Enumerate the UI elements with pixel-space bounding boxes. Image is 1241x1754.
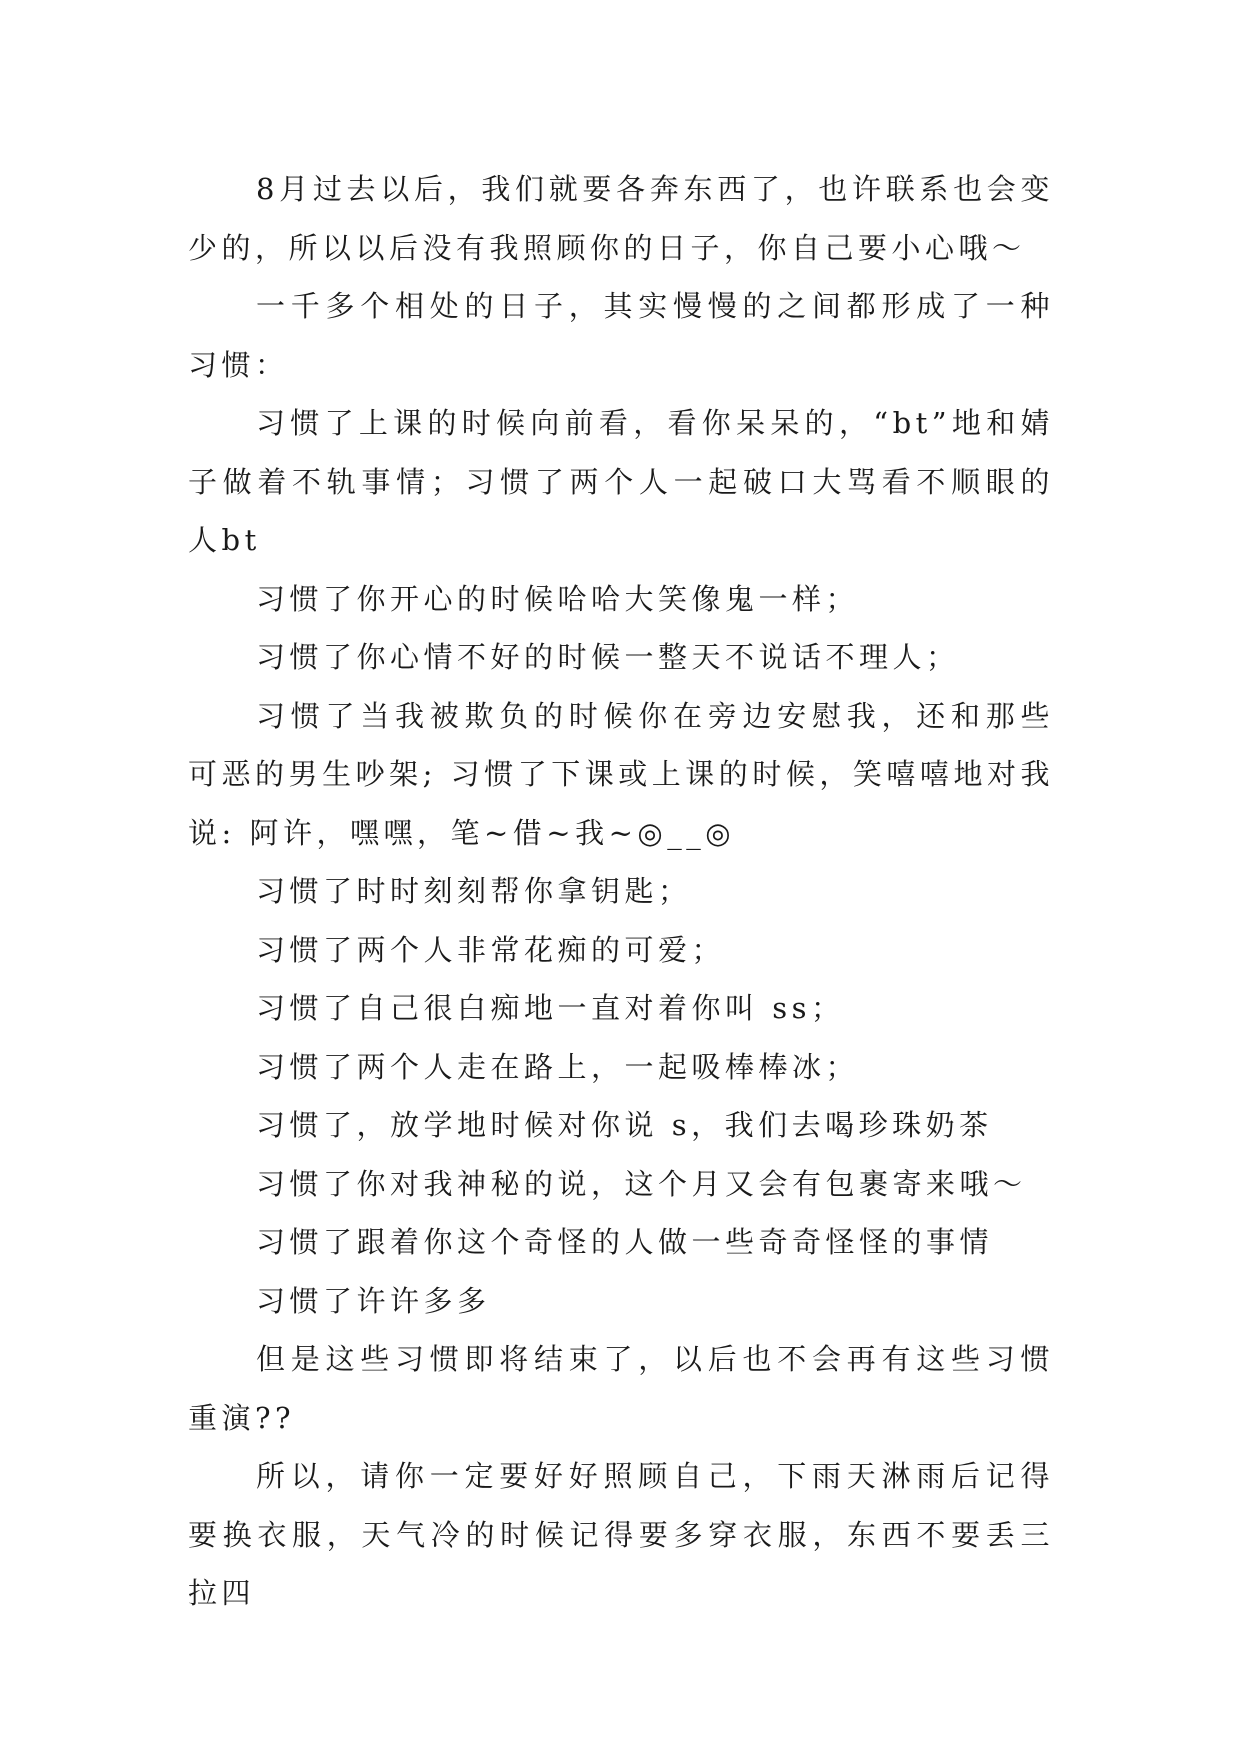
paragraph: 习惯了你对我神秘的说，这个月又会有包裹寄来哦～ [256, 1166, 1027, 1201]
paragraph: 习惯了许许多多 [256, 1283, 491, 1318]
paragraph: 习惯了跟着你这个奇怪的人做一些奇奇怪怪的事情 [256, 1225, 994, 1259]
paragraph: 8月过去以后，我们就要各奔东西了，也许联系也会变少的，所以以后没有我照顾你的日子，你自己要小心哦～ [188, 172, 1054, 265]
paragraph: 一千多个相处的日子，其实慢慢的之间都形成了一种习惯： [188, 289, 1054, 382]
paragraph: 习惯了上课的时候向前看，看你呆呆的，“bt”地和婧子做着不轨事情；习惯了两个人一起破口大骂看不顺眼的人bt [188, 406, 1054, 557]
text-body [188, 160, 1054, 1623]
paragraph: 习惯了时时刻刻帮你拿钥匙； [256, 874, 692, 908]
paragraph: 习惯了两个人非常花痴的可爱； [256, 932, 726, 967]
paragraph: 习惯了你心情不好的时候一整天不说话不理人； [256, 640, 960, 674]
paragraph: 习惯了当我被欺负的时候你在旁边安慰我，还和那些可恶的男生吵架; 习惯了下课或上课的时候，笑嘻嘻地对我说: 阿许，嘿嘿，笔~借~我~◎__◎ [188, 698, 1054, 850]
paragraph: 所以，请你一定要好好照顾自己，下雨天淋雨后记得要换衣服，天气冷的时候记得要多穿衣服，东西不要丢三拉四 [188, 1459, 1054, 1610]
paragraph: 习惯了两个人走在路上，一起吸棒棒冰； [256, 1049, 860, 1084]
paragraph: 但是这些习惯即将结束了，以后也不会再有这些习惯重演?? [188, 1342, 1054, 1435]
paragraph: 习惯了你开心的时候哈哈大笑像鬼一样； [256, 581, 860, 616]
paragraph: 习惯了，放学地时候对你说 s，我们去喝珍珠奶茶 [256, 1108, 993, 1142]
paragraph: 习惯了自己很白痴地一直对着你叫 ss； [256, 991, 845, 1025]
